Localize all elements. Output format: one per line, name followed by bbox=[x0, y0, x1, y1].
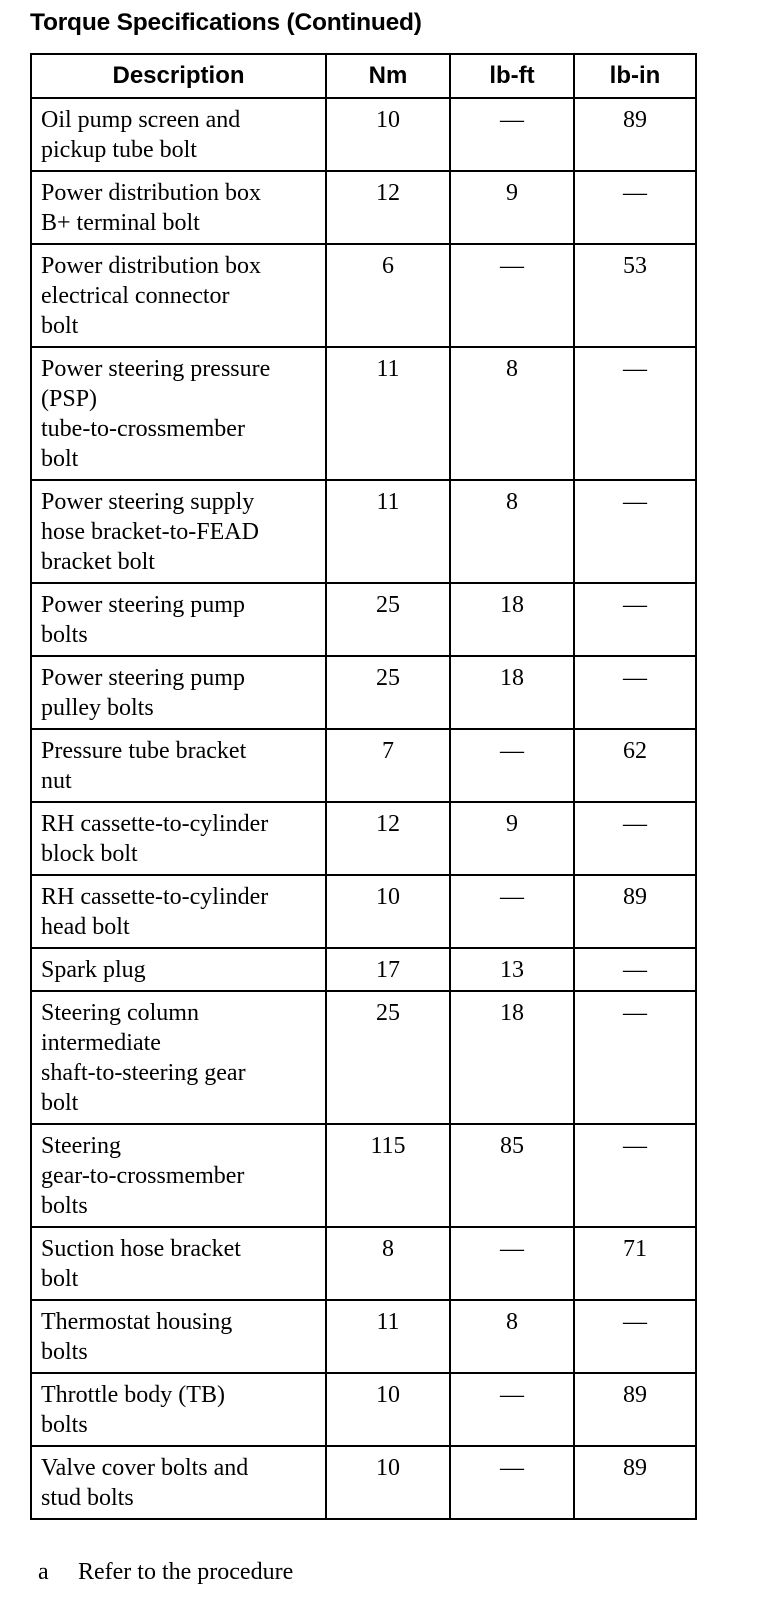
cell-nm: 10 bbox=[326, 1446, 450, 1519]
footnote bbox=[38, 1557, 293, 1587]
description-line: bolt bbox=[41, 1266, 79, 1292]
table-row bbox=[31, 991, 696, 1124]
cell-nm: 115 bbox=[326, 1124, 450, 1227]
table-row bbox=[31, 1227, 696, 1300]
description-line: RH cassette-to-cylinder bbox=[41, 811, 269, 837]
table-row bbox=[31, 171, 696, 244]
description-line: head bolt bbox=[41, 914, 130, 940]
description-line: Suction hose bracket bbox=[41, 1236, 241, 1262]
cell-description bbox=[31, 244, 326, 347]
description-line: nut bbox=[41, 768, 72, 794]
cell-lb-ft: — bbox=[450, 98, 574, 171]
cell-nm: 12 bbox=[326, 171, 450, 244]
description-line: bolt bbox=[41, 313, 79, 339]
cell-lb-ft: 9 bbox=[450, 171, 574, 244]
description-line: B+ terminal bolt bbox=[41, 210, 200, 236]
description-line: bolts bbox=[41, 622, 88, 648]
description-line: pulley bolts bbox=[41, 695, 154, 721]
cell-lb-ft: 13 bbox=[450, 948, 574, 991]
description-line: intermediate bbox=[41, 1030, 161, 1056]
cell-description bbox=[31, 729, 326, 802]
cell-nm: 7 bbox=[326, 729, 450, 802]
table-row bbox=[31, 802, 696, 875]
header-nm: Nm bbox=[326, 54, 450, 98]
table-row bbox=[31, 1124, 696, 1227]
cell-lb-ft: — bbox=[450, 1227, 574, 1300]
cell-description bbox=[31, 802, 326, 875]
cell-description bbox=[31, 1124, 326, 1227]
cell-lb-in: — bbox=[574, 991, 696, 1124]
table-row bbox=[31, 1446, 696, 1519]
cell-lb-in: — bbox=[574, 171, 696, 244]
description-line: Power steering pump bbox=[41, 665, 245, 691]
table-row bbox=[31, 1373, 696, 1446]
description-line: Thermostat housing bbox=[41, 1309, 233, 1335]
cell-lb-in: — bbox=[574, 1124, 696, 1227]
cell-lb-in: 89 bbox=[574, 1373, 696, 1446]
description-line: Power steering supply bbox=[41, 489, 255, 515]
description-line: Spark plug bbox=[41, 957, 146, 983]
description-line: shaft-to-steering gear bbox=[41, 1060, 246, 1086]
description-line: tube-to-crossmember bbox=[41, 416, 245, 442]
cell-description bbox=[31, 171, 326, 244]
description-line: Power steering pressure bbox=[41, 356, 271, 382]
description-line: RH cassette-to-cylinder bbox=[41, 884, 269, 910]
description-line: bolts bbox=[41, 1412, 88, 1438]
description-line: Power distribution box bbox=[41, 253, 261, 279]
description-line: stud bolts bbox=[41, 1485, 134, 1511]
description-line: pickup tube bolt bbox=[41, 137, 197, 163]
cell-lb-ft: — bbox=[450, 1446, 574, 1519]
table-row bbox=[31, 729, 696, 802]
cell-lb-ft: 8 bbox=[450, 347, 574, 480]
description-line: bolt bbox=[41, 446, 79, 472]
cell-nm: 11 bbox=[326, 347, 450, 480]
cell-nm: 25 bbox=[326, 583, 450, 656]
description-line: Oil pump screen and bbox=[41, 107, 241, 133]
cell-lb-ft: 18 bbox=[450, 656, 574, 729]
cell-nm: 11 bbox=[326, 1300, 450, 1373]
cell-lb-in: 71 bbox=[574, 1227, 696, 1300]
description-line: bracket bolt bbox=[41, 549, 155, 575]
header-description: Description bbox=[31, 54, 326, 98]
description-line: block bolt bbox=[41, 841, 138, 867]
cell-description bbox=[31, 98, 326, 171]
cell-nm: 10 bbox=[326, 98, 450, 171]
cell-lb-ft: — bbox=[450, 729, 574, 802]
cell-nm: 17 bbox=[326, 948, 450, 991]
cell-lb-ft: — bbox=[450, 1373, 574, 1446]
description-line: Power distribution box bbox=[41, 180, 261, 206]
cell-lb-in: — bbox=[574, 583, 696, 656]
table-row bbox=[31, 875, 696, 948]
description-line: (PSP) bbox=[41, 386, 98, 412]
description-line: Steering bbox=[41, 1133, 121, 1159]
cell-nm: 6 bbox=[326, 244, 450, 347]
cell-description bbox=[31, 480, 326, 583]
cell-nm: 10 bbox=[326, 875, 450, 948]
description-line: bolts bbox=[41, 1193, 88, 1219]
footnote-text: Refer to the procedure bbox=[78, 1559, 294, 1585]
description-line: Power steering pump bbox=[41, 592, 245, 618]
cell-lb-in: 62 bbox=[574, 729, 696, 802]
cell-nm: 25 bbox=[326, 991, 450, 1124]
table-row bbox=[31, 1300, 696, 1373]
cell-description bbox=[31, 1227, 326, 1300]
cell-nm: 10 bbox=[326, 1373, 450, 1446]
cell-lb-ft: 9 bbox=[450, 802, 574, 875]
cell-lb-in: 89 bbox=[574, 1446, 696, 1519]
cell-lb-in: — bbox=[574, 480, 696, 583]
cell-lb-in: 53 bbox=[574, 244, 696, 347]
table-body bbox=[31, 98, 696, 1519]
table-row bbox=[31, 480, 696, 583]
page-title: Torque Specifications (Continued) bbox=[30, 9, 422, 36]
table-row bbox=[31, 583, 696, 656]
footnote-marker: a bbox=[38, 1559, 49, 1585]
cell-nm: 11 bbox=[326, 480, 450, 583]
cell-lb-ft: — bbox=[450, 244, 574, 347]
cell-lb-in: 89 bbox=[574, 98, 696, 171]
table-row bbox=[31, 347, 696, 480]
cell-lb-in: — bbox=[574, 347, 696, 480]
cell-lb-in: 89 bbox=[574, 875, 696, 948]
cell-description bbox=[31, 1300, 326, 1373]
cell-description bbox=[31, 1446, 326, 1519]
cell-lb-in: — bbox=[574, 1300, 696, 1373]
cell-nm: 12 bbox=[326, 802, 450, 875]
description-line: gear-to-crossmember bbox=[41, 1163, 245, 1189]
description-line: electrical connector bbox=[41, 283, 230, 309]
cell-nm: 8 bbox=[326, 1227, 450, 1300]
description-line: hose bracket-to-FEAD bbox=[41, 519, 259, 545]
cell-lb-ft: — bbox=[450, 875, 574, 948]
cell-lb-ft: 8 bbox=[450, 1300, 574, 1373]
cell-lb-in: — bbox=[574, 656, 696, 729]
description-line: bolt bbox=[41, 1090, 79, 1116]
cell-description bbox=[31, 656, 326, 729]
cell-description bbox=[31, 948, 326, 991]
cell-description bbox=[31, 1373, 326, 1446]
cell-lb-in: — bbox=[574, 948, 696, 991]
header-lb-ft: lb-ft bbox=[450, 54, 574, 98]
description-line: Throttle body (TB) bbox=[41, 1382, 225, 1408]
table-header-row bbox=[31, 54, 696, 98]
cell-lb-ft: 85 bbox=[450, 1124, 574, 1227]
cell-lb-ft: 18 bbox=[450, 991, 574, 1124]
table-row bbox=[31, 244, 696, 347]
torque-spec-table bbox=[30, 53, 697, 1520]
description-line: bolts bbox=[41, 1339, 88, 1365]
description-line: Valve cover bolts and bbox=[41, 1455, 249, 1481]
cell-description bbox=[31, 875, 326, 948]
header-lb-in: lb-in bbox=[574, 54, 696, 98]
cell-lb-in: — bbox=[574, 802, 696, 875]
cell-lb-ft: 8 bbox=[450, 480, 574, 583]
table-row bbox=[31, 948, 696, 991]
cell-nm: 25 bbox=[326, 656, 450, 729]
cell-lb-ft: 18 bbox=[450, 583, 574, 656]
description-line: Steering column bbox=[41, 1000, 199, 1026]
cell-description bbox=[31, 347, 326, 480]
description-line: Pressure tube bracket bbox=[41, 738, 247, 764]
cell-description bbox=[31, 583, 326, 656]
table-row bbox=[31, 656, 696, 729]
table-row bbox=[31, 98, 696, 171]
cell-description bbox=[31, 991, 326, 1124]
